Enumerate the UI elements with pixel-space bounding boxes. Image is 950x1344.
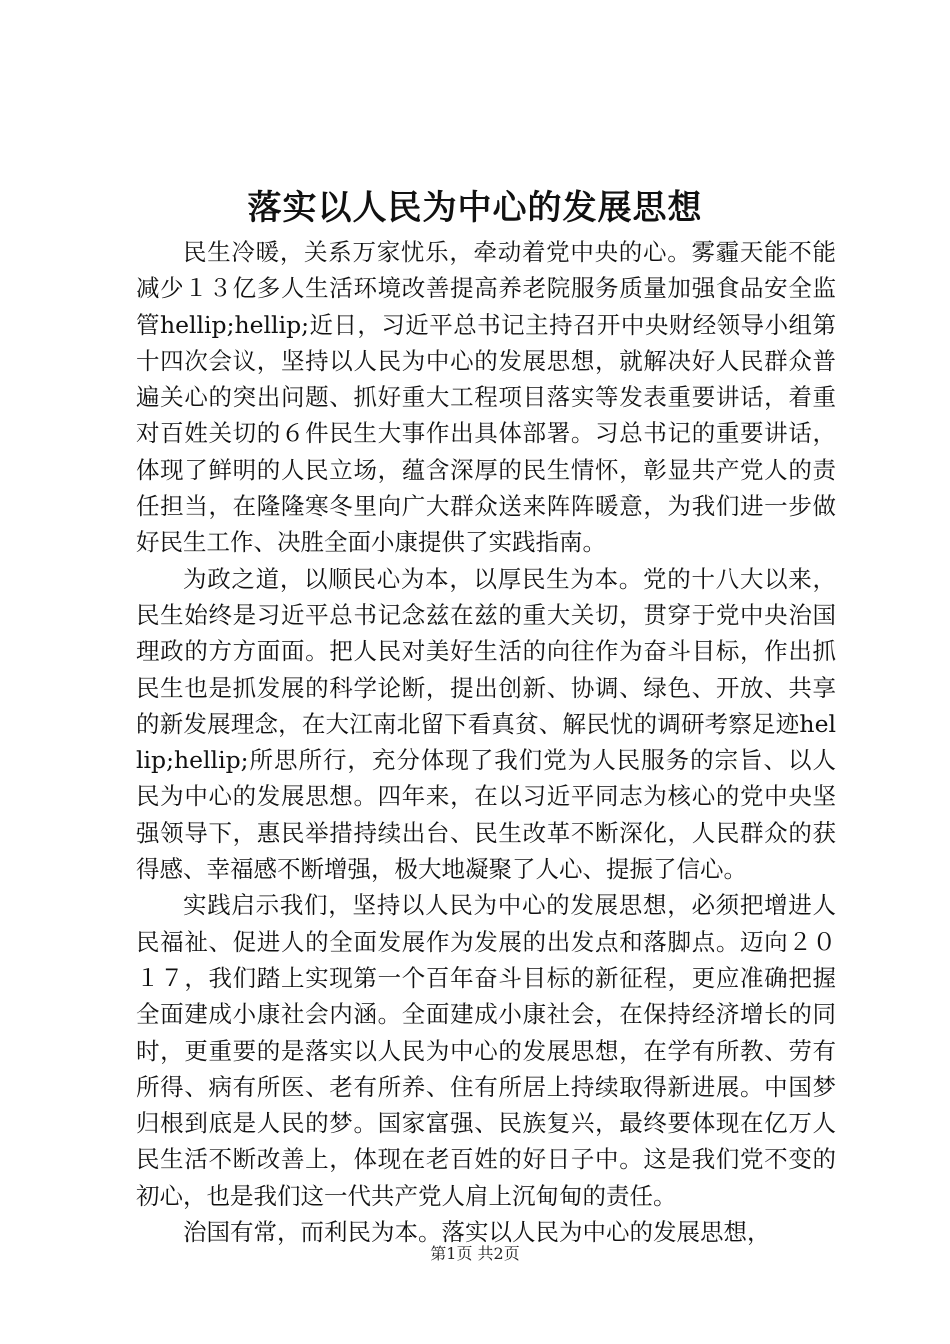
paragraph-1: 民生冷暖，关系万家忧乐，牵动着党中央的心。雾霾天能不能减少１３亿多人生活环境改善提高养老院服务质量加强食品安全监管hellip;hellip;近日，习近平总书记主持召开中央财经领导小组第十四次会议，坚持以人民为中心的发展思想，就解决好人民群众普遍关心的突出问题、抓好重大工程项目落实等发表重要讲话，着重对百姓关切的６件民生大事作出具体部署。习总书记的重要讲话，体现了鲜明的人民立场，蕴含深厚的民生情怀，彰显共产党人的责任担当，在隆隆寒冬里向广大群众送来阵阵暖意，为我们进一步做好民生工作、决胜全面小康提供了实践指南。 <box>136 238 836 557</box>
paragraph-3: 实践启示我们，坚持以人民为中心的发展思想，必须把增进人民福祉、促进人的全面发展作为发展的出发点和落脚点。迈向２０１７，我们踏上实现第一个百年奋斗目标的新征程，更应准确把握全面建成小康社会内涵。全面建成小康社会，在保持经济增长的同时，更重要的是落实以人民为中心的发展思想，在学有所教、劳有所得、病有所医、老有所养、住有所居上持续取得新进展。中国梦归根到底是人民的梦。国家富强、民族复兴，最终要体现在亿万人民生活不断改善上，体现在老百姓的好日子中。这是我们党不变的初心，也是我们这一代共产党人肩上沉甸甸的责任。 <box>136 891 836 1210</box>
page-footer: 第1页 共2页 <box>430 1244 520 1263</box>
document-title: 落实以人民为中心的发展思想 <box>247 188 703 228</box>
document-body <box>136 234 836 1250</box>
paragraph-4: 治国有常，而利民为本。落实以人民为中心的发展思想， <box>183 1218 771 1247</box>
paragraph-2: 为政之道，以顺民心为本，以厚民生为本。党的十八大以来，民生始终是习近平总书记念兹在兹的重大关切，贯穿于党中央治国理政的方方面面。把人民对美好生活的向往作为奋斗目标，作出抓民生也是抓发展的科学论断，提出创新、协调、绿色、开放、共享的新发展理念，在大江南北留下看真贫、解民忧的调研考察足迹hellip;hellip;所思所行，充分体现了我们党为人民服务的宗旨、以人民为中心的发展思想。四年来，在以习近平同志为核心的党中央坚强领导下，惠民举措持续出台、民生改革不断深化，人民群众的获得感、幸福感不断增强，极大地凝聚了人心、提振了信心。 <box>136 564 836 884</box>
